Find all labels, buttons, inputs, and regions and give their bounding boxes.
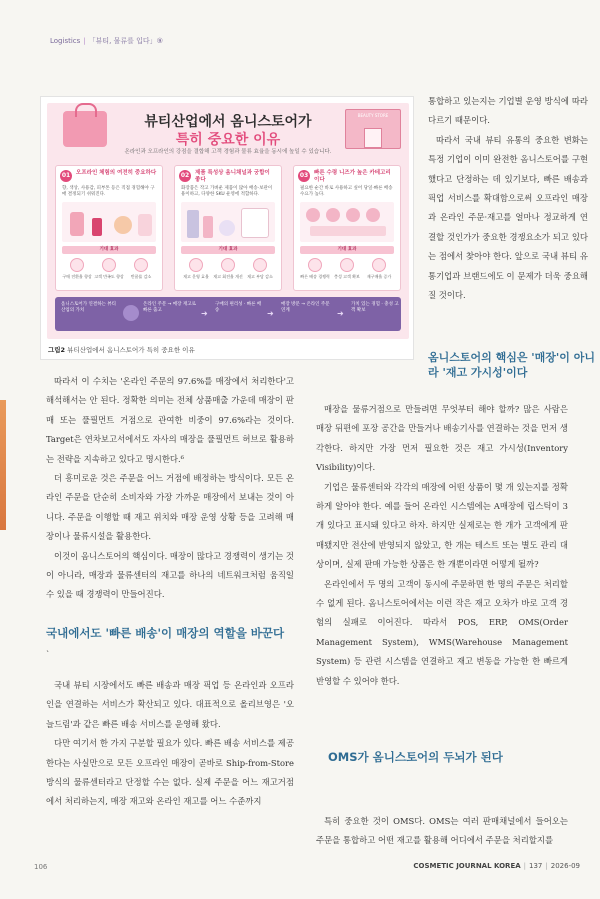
benefit-chip: 재고 회전율 개선 bbox=[213, 258, 243, 280]
cosmetics-illustration bbox=[62, 202, 156, 242]
figure-subtitle: 온라인과 오프라인의 강점을 결합해 고객 경험과 물류 효율을 동시에 높일 수 있습니다. bbox=[124, 149, 332, 155]
issue-number: 137 bbox=[529, 862, 543, 870]
flow-step: 온라인 주문 → 매장 재고로 빠른 출고 bbox=[143, 302, 196, 314]
flow-step: 옴니스토어가 연결하는 뷰티산업의 가치 bbox=[61, 302, 117, 314]
page-number: 106 bbox=[34, 863, 48, 871]
header-section: Logistics bbox=[50, 37, 81, 45]
panel-benefits bbox=[181, 258, 275, 280]
arrow-right-icon: ➜ bbox=[267, 309, 274, 318]
arrow-right-icon: ➜ bbox=[201, 309, 208, 318]
panel-benefits bbox=[300, 258, 394, 280]
section-heading: 옴니스토어의 핵심은 '매장'이 아니라 '재고 가시성'이다 bbox=[428, 351, 595, 379]
body-column-right-c bbox=[316, 812, 568, 851]
chart-icon bbox=[221, 258, 235, 272]
panel-number: 01 bbox=[60, 170, 72, 182]
paragraph: 따라서 이 수치는 '온라인 주문의 97.6%를 매장에서 처리한다'고 해석해서는 안 된다. 정확한 의미는 전체 상품매출 가운데 매장이 판매 또는 풀필먼트 거점으로 관여한 비중이 97.6%라는 것이다. Target은 연차보고서에서도 자사의 매장을 풀필먼트 허브로 활용하는 전략을 지속하고 있다고 명시한다.⁶ bbox=[46, 376, 294, 464]
panel-band: 기대 효과 bbox=[181, 246, 275, 254]
flow-icon bbox=[123, 305, 139, 321]
panel-title: 오프라인 체험의 여전히 중요하다 bbox=[76, 170, 157, 176]
section-heading: 국내에서도 '빠른 배송'이 매장의 역할을 바꾼다 bbox=[46, 626, 285, 640]
benefit-chip: 재고 운영 효율 bbox=[181, 258, 211, 280]
paragraph: 특히 중요한 것이 OMS다. OMS는 여러 판매채널에서 들어오는 주문을 통합하고 어떤 재고를 활용해 어디에서 주문을 처리할지를 bbox=[316, 816, 568, 846]
tick-mark: ˋ bbox=[46, 650, 50, 659]
panel-benefits bbox=[62, 258, 156, 280]
figure-panel-3 bbox=[293, 165, 401, 291]
figure-panel-2 bbox=[174, 165, 282, 291]
panel-band: 기대 효과 bbox=[62, 246, 156, 254]
truck-icon bbox=[308, 258, 322, 272]
paragraph: 따라서 국내 뷰티 유통의 중요한 변화는 특정 기업이 이미 완전한 옴니스토어를 구현했다고 단정하는 데 있기보다, 빠른 배송과 픽업 서비스를 확대함으로써 오프라인 매장과 온라인 주문·재고를 얼마나 정교하게 연결할 것인가가 중요한 경쟁요소가 되고 있다는 점에서 찾아야 한다. 앞으로 국내 뷰티 유통기업과 브랜드에도 이 문제가 더욱 중요해질 것이다. bbox=[428, 134, 588, 301]
figure-infographic bbox=[40, 96, 414, 360]
paragraph: 이것이 옴니스토어의 핵심이다. 매장이 많다고 경쟁력이 생기는 것이 아니라, 매장과 물류센터의 재고를 하나의 네트워크처럼 움직일 수 있을 때 경쟁력이 만들어진다. bbox=[46, 550, 294, 600]
heart-icon bbox=[102, 258, 116, 272]
panel-description: 화장품은 작고 가벼운 제품이 많아 배송·보관이 용이하고, 다양한 SKU 운영에 적합하다. bbox=[181, 186, 273, 197]
issue-date: 2026-09 bbox=[550, 862, 580, 870]
benefit-chip: 구매 전환율 향상 bbox=[62, 258, 92, 280]
body-column-right-b bbox=[316, 400, 568, 691]
value-flow-banner bbox=[55, 297, 401, 331]
benefit-chip: 반품률 감소 bbox=[126, 258, 156, 280]
panel-description: 향, 색상, 사용감, 피부톤 등은 직접 경험해야 구매 결정되기 쉬워진다. bbox=[62, 186, 155, 197]
figure-caption bbox=[48, 345, 195, 354]
paragraph: 다만 여기서 한 가지 구분할 필요가 있다. 빠른 배송 서비스를 제공한다는 사실만으로 모든 오프라인 매장이 곧바로 Ship-from-Store 방식의 물류센터라고 단정할 수는 없다. 실제 주문을 어느 재고거점에서 처리하는지, 매장 재고와 온라인 재고를 어느 수준까지 bbox=[46, 738, 294, 807]
paragraph: 더 흥미로운 것은 주문을 어느 거점에 배정하는 방식이다. 모든 온라인 주문을 단순히 소비자와 가장 가까운 매장에서 보내는 것이 아니다. 주문을 이행할 때 재고 위치와 매장 운영 상황 등을 고려해 매장이나 물류시설을 활용한다. bbox=[46, 473, 294, 542]
publication-name: COSMETIC JOURNAL KOREA bbox=[413, 862, 521, 870]
body-column-left-b bbox=[46, 676, 294, 812]
delivery-illustration bbox=[300, 202, 394, 242]
box-icon bbox=[189, 258, 203, 272]
benefit-chip: 재고 부담 감소 bbox=[245, 258, 275, 280]
user-icon bbox=[340, 258, 354, 272]
flow-step: 가치 있는 경험 · 충성 고객 확보 bbox=[351, 302, 399, 314]
paragraph: 국내 뷰티 시장에서도 빠른 배송과 매장 픽업 등 온라인과 오프라인을 연결하는 서비스가 확산되고 있다. 대표적으로 올리브영은 '오늘드림'과 같은 빠른 배송 서비스를 운영해 왔다. bbox=[46, 680, 294, 729]
arrow-right-icon: ➜ bbox=[337, 309, 344, 318]
products-illustration bbox=[181, 202, 275, 242]
section-heading: OMS가 옴니스토어의 두뇌가 된다 bbox=[328, 750, 503, 764]
warehouse-icon bbox=[253, 258, 267, 272]
paragraph: 통합하고 있는지는 기업별 운영 방식에 따라 다르기 때문이다. bbox=[428, 96, 588, 126]
benefit-chip: 고객 만족도 향상 bbox=[94, 258, 124, 280]
store-sign: BEAUTY STORE bbox=[357, 113, 389, 118]
panel-description: 필요한 순간 바로 사용하고 싶어 당일·빠른 배송 수요가 높다. bbox=[300, 186, 393, 197]
repeat-icon bbox=[372, 258, 386, 272]
figure-title-line2: 특히 중요한 이유 bbox=[175, 132, 281, 148]
panel-number: 03 bbox=[298, 170, 310, 182]
body-column-left-a bbox=[46, 372, 294, 605]
return-icon bbox=[134, 258, 148, 272]
flow-step: 구매의 편리성 · 빠른 배송 bbox=[215, 302, 262, 314]
benefit-chip: 빠른 배송 경쟁력 bbox=[300, 258, 330, 280]
panel-title: 빠른 수령 니즈가 높은 카테고리이다 bbox=[314, 170, 391, 184]
panel-number: 02 bbox=[179, 170, 191, 182]
benefit-chip: 충성 고객 확보 bbox=[332, 258, 362, 280]
figure-panel-1 bbox=[55, 165, 163, 291]
benefit-chip: 재구매율 증가 bbox=[364, 258, 394, 280]
header-title: 「뷰티, 물류를 입다」⑨ bbox=[88, 37, 163, 45]
panel-band: 기대 효과 bbox=[300, 246, 394, 254]
paragraph: 온라인에서 두 명의 고객이 동시에 주문하면 한 명의 주문은 처리할 수 없게 된다. 옴니스토어에서는 이런 작은 재고 오차가 바로 고객 경험의 실패로 이어진다. 따라서 POS, ERP, OMS(Order Management System), WMS(Warehouse Management System) 등 관련 시스템을 연결하고 재고 변동을 가능한 한 빠르게 반영할 수 있어야 한다. bbox=[316, 578, 568, 686]
running-header: Logistics | 「뷰티, 물류를 입다」⑨ bbox=[50, 37, 163, 45]
figure-title-line1: 뷰티산업에서 옴니스토어가 bbox=[144, 114, 312, 130]
paragraph: 기업은 물류센터와 각각의 매장에 어떤 상품이 몇 개 있는지를 정확하게 알아야 한다. 예를 들어 온라인 시스템에는 A매장에 립스틱이 3개 있다고 표시돼 있다고 하자. 하지만 실제로는 한 개가 고객에게 판매됐지만 전산에 반영되지 않았고, 한 개는 테스트 또는 별도 관리 대상이며, 실제 판매 가능한 상품은 한 개뿐이라면 어떻게 될까? bbox=[316, 481, 568, 570]
flow-step: 매장 방문 → 온라인 주문 연계 bbox=[281, 302, 330, 314]
panel-title: 제품 특성상 옴니채널과 궁합이 좋다 bbox=[195, 170, 270, 184]
footer-publication: COSMETIC JOURNAL KOREA | 137 | 2026-09 bbox=[413, 862, 580, 870]
page-edge-tab bbox=[0, 400, 6, 530]
caption-text: 뷰티산업에서 옴니스토어가 특히 중요한 이유 bbox=[67, 346, 195, 354]
infographic-background bbox=[47, 103, 409, 339]
body-column-right-a bbox=[428, 92, 588, 305]
caption-label: 그림2 bbox=[48, 346, 66, 354]
paragraph: 매장을 물류거점으로 만들려면 무엇부터 해야 할까? 많은 사람은 매장 뒤편에 포장 공간을 만들거나 배송기사를 연결하는 것을 먼저 생각한다. 하지만 가장 먼저 필요한 것은 재고 가시성(Inventory Visibility)이다. bbox=[316, 404, 568, 473]
benefit-icon bbox=[70, 258, 84, 272]
